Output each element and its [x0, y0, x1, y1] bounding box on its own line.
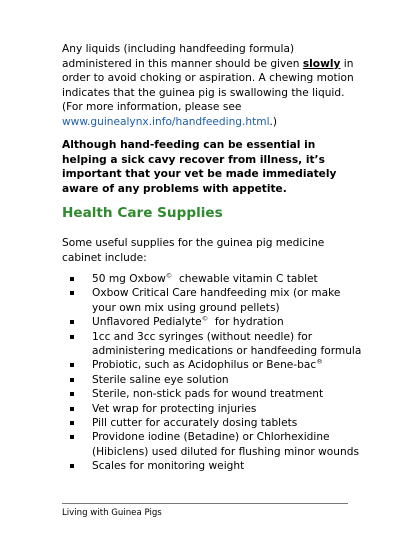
- list-item: Scales for monitoring weight: [62, 459, 362, 473]
- list-item: Sterile, non-stick pads for wound treatment: [62, 387, 362, 401]
- paragraph-handfeeding-warning: Although hand-feeding can be essential in helping a sick cavy recover from illness, it’s important that your vet be made immediately aware of any problems with appetite.: [62, 139, 337, 195]
- footer-divider: [62, 503, 348, 504]
- supplies-list: [62, 272, 362, 474]
- paragraph-liquids-text-middle: in order to avoid choking or aspiration. A chewing motion indicates that the guinea pig is swallowing the liquid. (For more information, please see: [62, 57, 354, 114]
- list-item: 50 mg Oxbow© chewable vitamin C tablet: [62, 272, 362, 286]
- emphasis-slowly: slowly: [302, 57, 341, 70]
- list-item: Providone iodine (Betadine) or Chlorhexidine (Hibiclens) used diluted for flushing minor wounds: [62, 430, 362, 459]
- list-item: Probiotic, such as Acidophilus or Bene-bac®: [62, 358, 362, 372]
- list-item: Unflavored Pedialyte© for hydration: [62, 315, 362, 329]
- supplies-intro: Some useful supplies for the guinea pig medicine cabinet include:: [62, 237, 325, 264]
- list-item: Vet wrap for protecting injuries: [62, 402, 362, 416]
- paragraph-liquids-text-before: Any liquids (including handfeeding formula) administered in this manner should be given: [62, 43, 303, 70]
- handfeeding-link[interactable]: www.guinealynx.info/handfeeding.html: [62, 115, 270, 128]
- paragraph-liquids-text-after: .): [269, 115, 278, 128]
- section-heading: Health Care Supplies: [62, 205, 223, 221]
- paragraph-liquids: [62, 42, 362, 130]
- list-item: Sterile saline eye solution: [62, 373, 362, 387]
- footer-text: Living with Guinea Pigs: [62, 508, 162, 518]
- list-item: Oxbow Critical Care handfeeding mix (or make your own mix using ground pellets): [62, 286, 362, 315]
- list-item: Pill cutter for accurately dosing tablets: [62, 416, 362, 430]
- list-item: 1cc and 3cc syringes (without needle) for administering medications or handfeeding formula: [62, 330, 362, 359]
